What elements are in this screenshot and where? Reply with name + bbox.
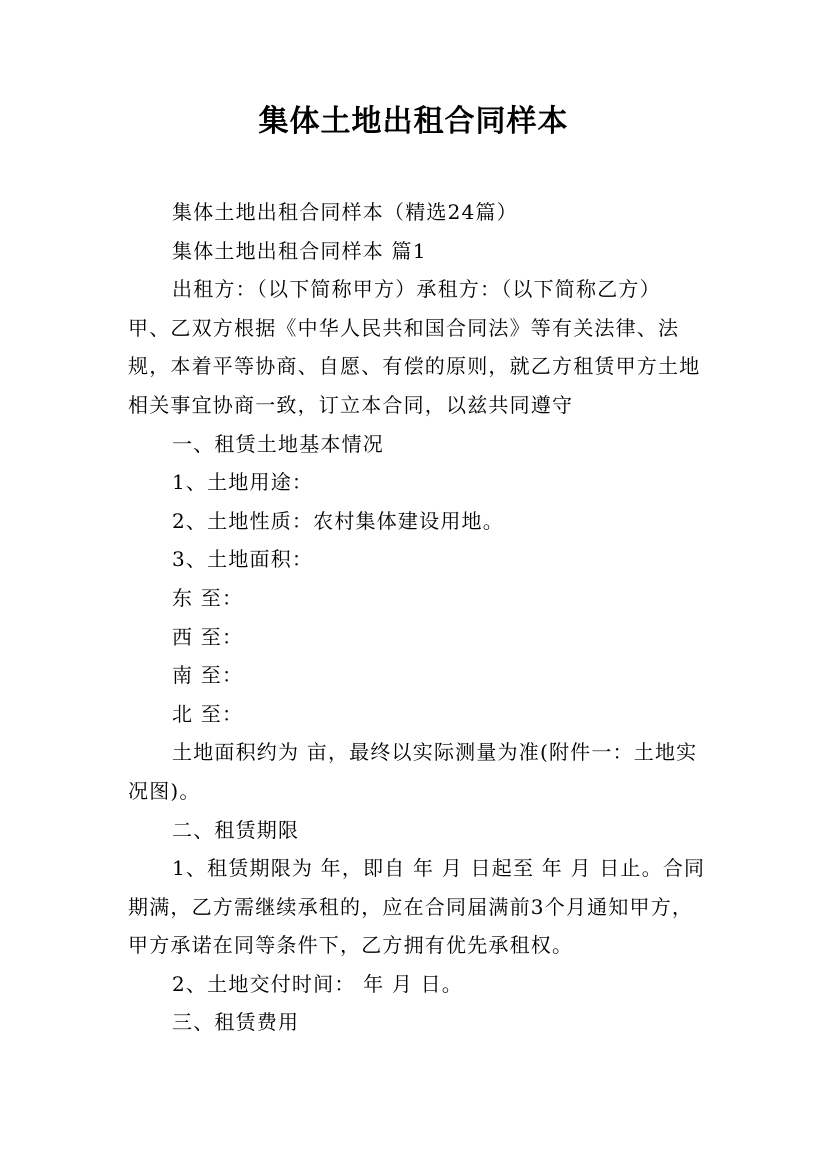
paragraph-section-heading: 集体土地出租合同样本 篇1 — [172, 238, 427, 263]
paragraph-area-measure: 土地面积约为 亩，最终以实际测量为准(附件一：土地实况图)。 — [128, 740, 698, 803]
paragraph-lease-term: 1、租赁期限为 年，即自 年 月 日起至 年 月 日止。合同期满，乙方需继续承租的，应在合同届满前3个月通知甲方，甲方承诺在同等条件下，乙方拥有优先承租权。 — [128, 856, 706, 958]
document-body — [128, 193, 708, 1042]
paragraph-heading-2: 二、租赁期限 — [172, 817, 300, 842]
paragraph-subtitle: 集体土地出租合同样本（精选24篇） — [172, 200, 518, 224]
paragraph-preamble: 甲、乙双方根据《中华人民共和国合同法》等有关法律、法规，本着平等协商、自愿、有偿的原则，就乙方租赁甲方土地相关事宜协商一致，订立本合同，以兹共同遵守 — [128, 315, 701, 417]
paragraph-land-area: 3、土地面积： — [172, 547, 314, 572]
paragraph-delivery-time: 2、土地交付时间： 年 月 日。 — [172, 971, 463, 996]
document-title: 集体土地出租合同样本 — [258, 104, 569, 139]
paragraph-heading-3: 三、租赁费用 — [172, 1010, 300, 1035]
paragraph-heading-1: 一、租赁土地基本情况 — [172, 431, 384, 456]
paragraph-parties: 出租方：（以下简称甲方）承租方：（以下简称乙方） — [172, 277, 661, 302]
paragraph-boundary-north: 北 至： — [172, 701, 244, 726]
paragraph-land-nature: 2、土地性质：农村集体建设用地。 — [172, 508, 504, 533]
paragraph-land-use: 1、土地用途： — [172, 470, 314, 495]
paragraph-boundary-east: 东 至： — [172, 585, 244, 610]
paragraph-boundary-west: 西 至： — [172, 624, 244, 649]
paragraph-boundary-south: 南 至： — [172, 663, 244, 688]
